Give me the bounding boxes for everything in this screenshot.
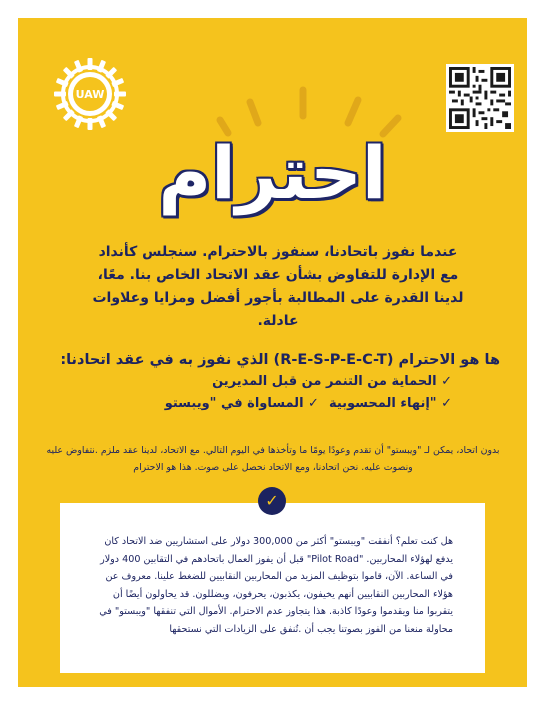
headline: احترام: [158, 131, 387, 215]
did-you-know-text: هل كنت تعلم؟ أنفقت "ويبستو" أكثر من 300,000 دولار على استشاريين ضد الاتحاد كان يدفع لهؤلاء المحاربين. "Pilot Road" قبل أن يفوز العمال باتحادهم في التقابين 400 دولار في الساعة. الآن، قاموا بتوظيف المزيد من المحاربين النقابيين للضغط علينا. معروف عن هؤلاء المحاربين النقابيين أنهم يخيفون، يكذبون، يحرفون، ويضللون. قد يحاولون أيضًا أن يتقربوا منا ويقدموا وعودًا كاذبة. هذا يتجاوز عدم الاحترام. الأموال التي تنفقها "ويبستو" في محاولة منعنا من الفوز بصوتنا يجب أن .تُنفق على الزيادات التي نستحقها: [99, 536, 453, 635]
union-note: بدون اتحاد، يمكن لـ "ويبستو" أن تقدم وعودًا يومًا ما وتأخذها في اليوم التالي. مع الاتحاد، لدينا عقد ملزم .نتفاوض عليه ونصوت عليه. نحن اتحادنا، ومع الاتحاد نحصل على صوت. هذا هو الاحترام: [46, 445, 500, 473]
uaw-logo: [52, 56, 128, 132]
bullet-item: ✓ الحماية من التنمر من قبل المديرين: [212, 374, 452, 389]
respect-subheading: ها هو الاحترام (R-E-S-P-E-C-T) الذي نفوز به في عقد اتحادنا:: [60, 352, 500, 368]
check-circle-icon: ✓: [258, 487, 286, 515]
flyer: [18, 18, 527, 687]
respect-bullets: [52, 371, 452, 415]
did-you-know-card: [60, 503, 485, 673]
intro-paragraph: عندما نفوز باتحادنا، سنفوز بالاحترام. سنجلس كأنداد مع الإدارة للتفاوض بشأن عقد الاتحاد الخاص بنا. معًا، لدينا القدرة على المطالبة بأجور أفضل ومزايا وعلاوات عادلة.: [92, 244, 464, 329]
logo-text: UAW: [75, 88, 105, 101]
qr-code[interactable]: [446, 64, 514, 132]
bullet-item: ✓ "إنهاء المحسوبية: [328, 396, 452, 411]
bullet-item: ✓ المساواة في "ويبستو: [164, 396, 319, 411]
